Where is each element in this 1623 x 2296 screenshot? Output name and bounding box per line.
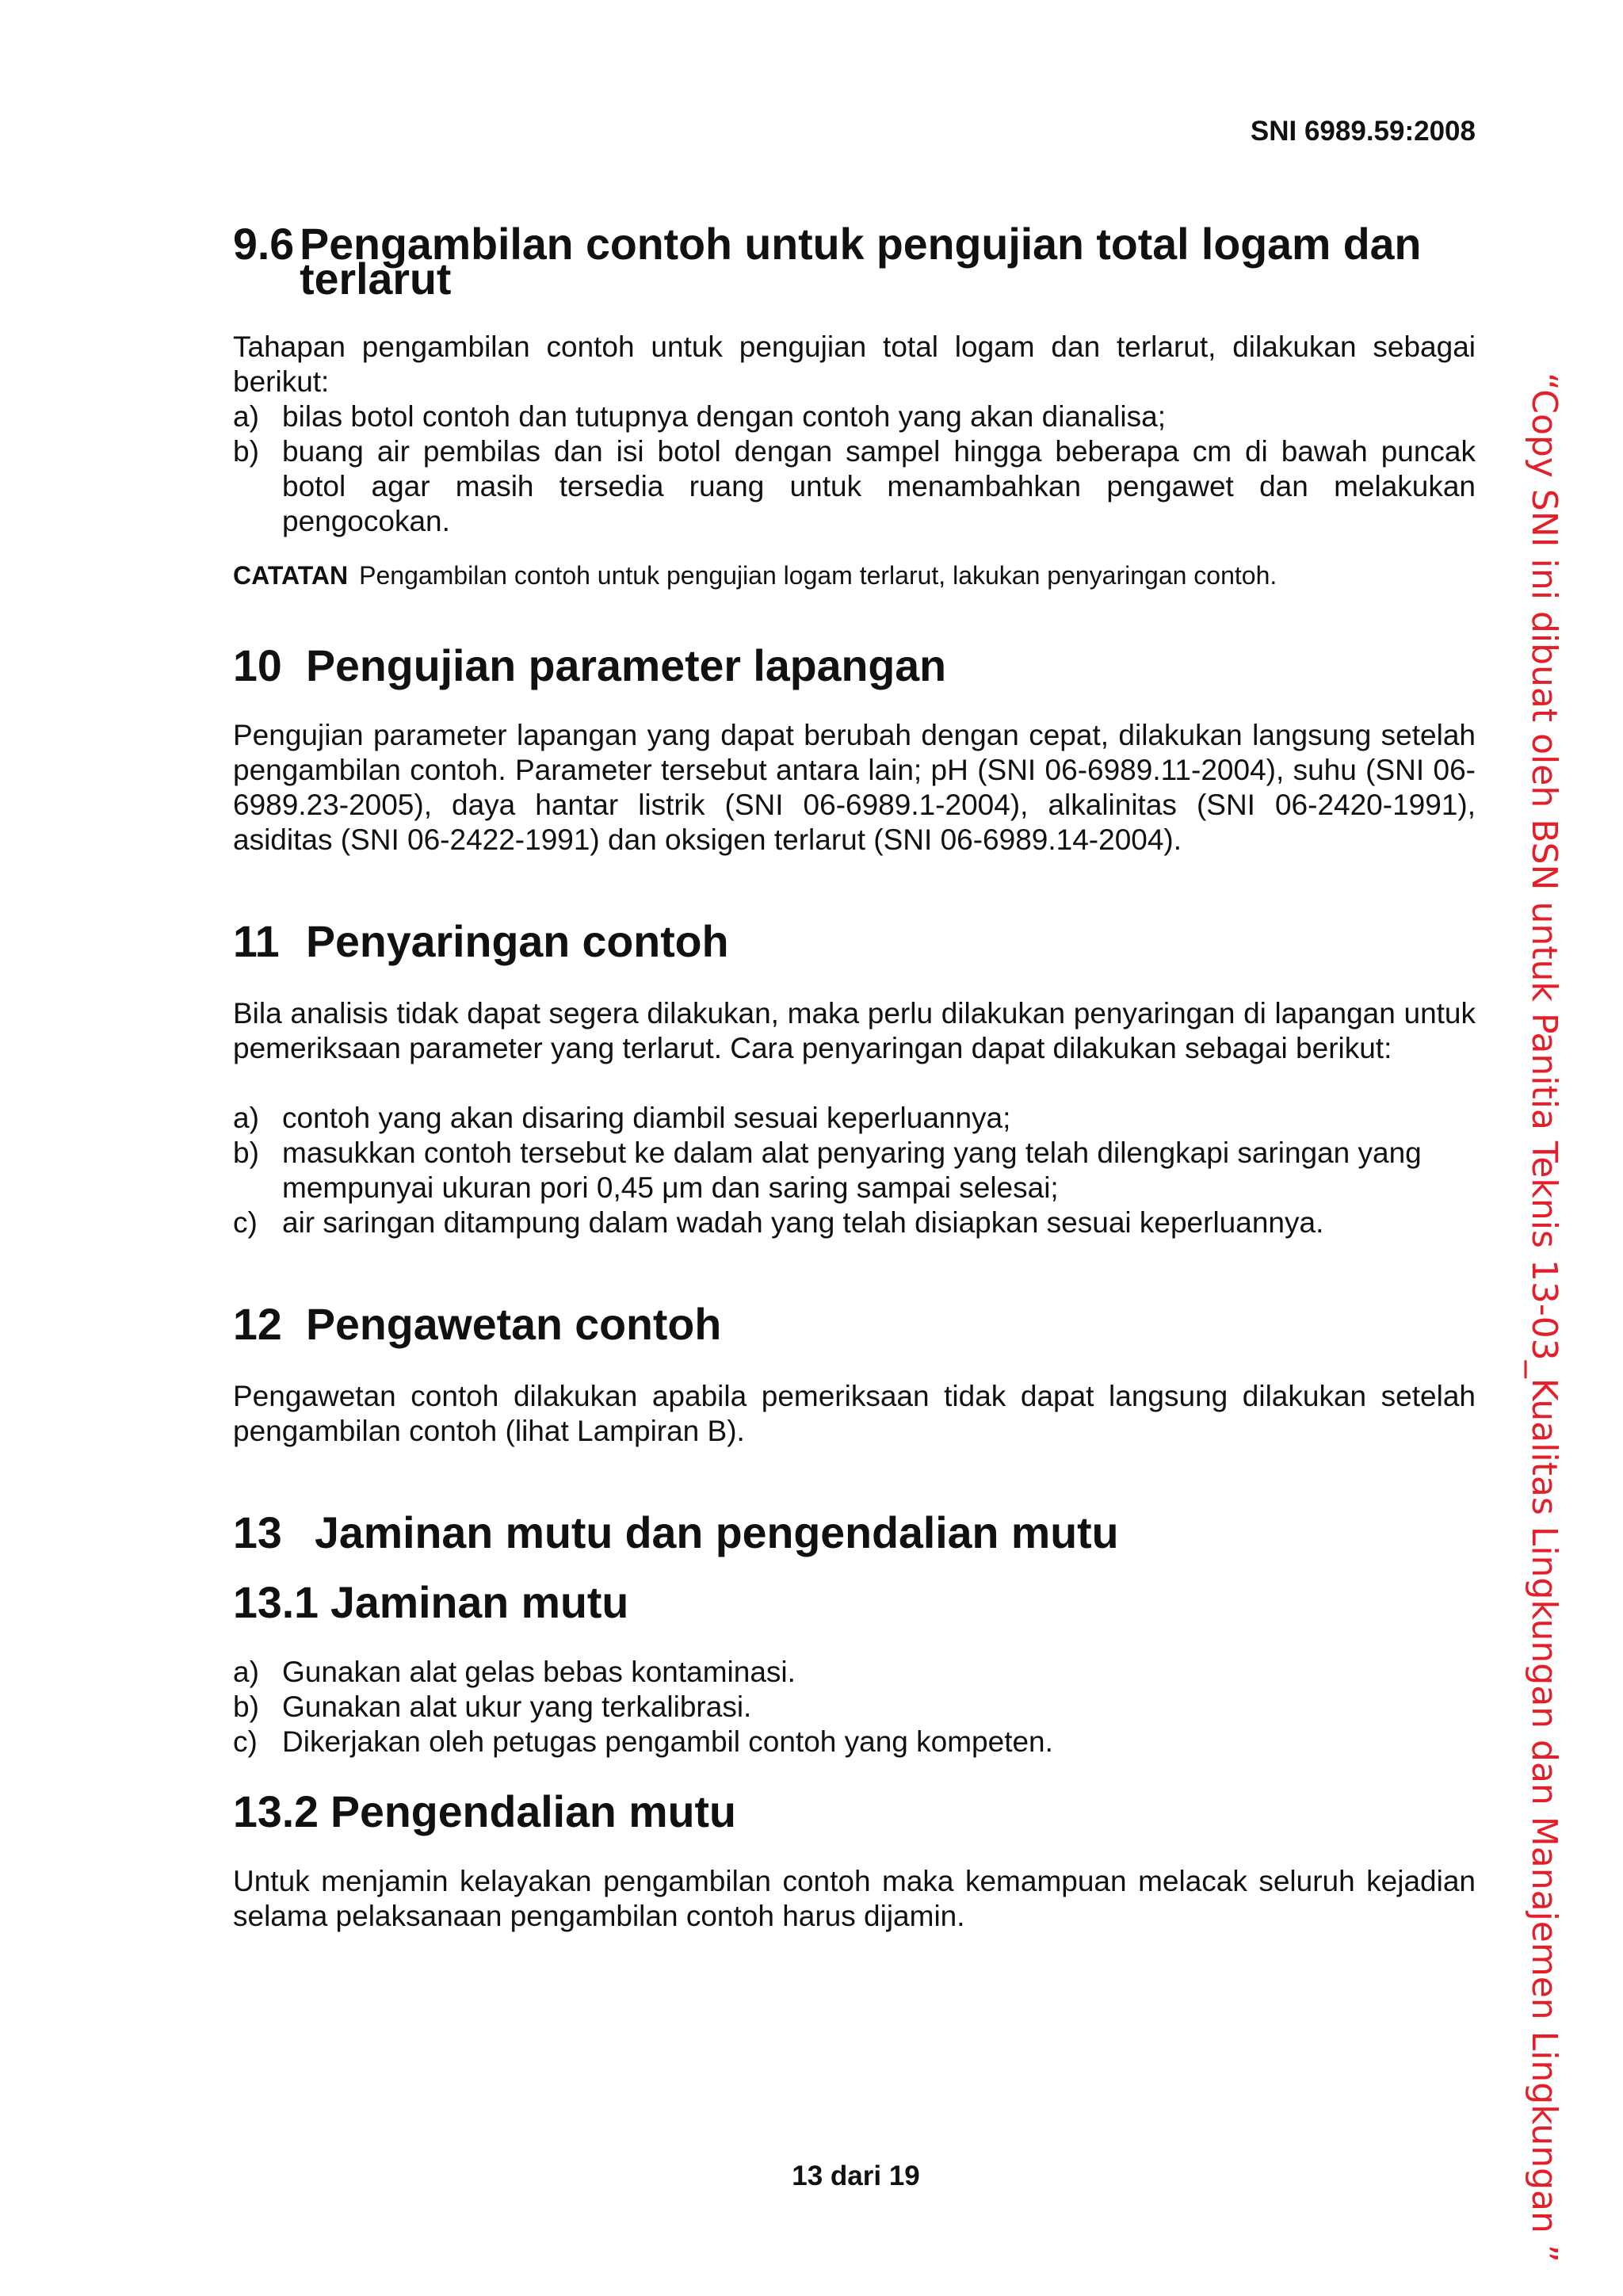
list-item xyxy=(233,1690,1476,1725)
section-title: Jaminan mutu dan pengendalian mutu xyxy=(315,1508,1119,1557)
section-9-6-heading xyxy=(233,220,1476,304)
page-number: 13 dari 19 xyxy=(792,2160,920,2191)
page-content xyxy=(233,220,1476,1934)
section-11-heading xyxy=(233,917,1476,966)
section-title: Jaminan mutu xyxy=(330,1578,629,1627)
note-text: Pengambilan contoh untuk pengujian logam terlarut, lakukan penyaringan contoh. xyxy=(359,561,1277,590)
section-10-heading xyxy=(233,641,1476,690)
list-marker: c) xyxy=(233,1725,258,1758)
section-number: 9.6 xyxy=(233,220,295,269)
list-marker: a) xyxy=(233,400,259,433)
section-11-intro: Bila analisis tidak dapat segera dilakukan, maka perlu dilakukan penyaringan di lapangan untuk pemeriksaan parameter yang terlarut. Cara penyaringan dapat dilakukan sebagai berikut: xyxy=(233,997,1476,1064)
list-item xyxy=(233,1205,1476,1240)
note xyxy=(233,560,1476,591)
section-13-1-list xyxy=(233,1655,1476,1759)
list-item xyxy=(233,399,1476,434)
section-12-heading xyxy=(233,1300,1476,1349)
list-item-text: bilas botol contoh dan tutupnya dengan contoh yang akan dianalisa; xyxy=(282,400,1166,433)
list-marker: b) xyxy=(233,1137,259,1169)
section-11-list xyxy=(233,1101,1476,1240)
section-number: 11 xyxy=(233,917,280,966)
section-12-body: Pengawetan contoh dilakukan apabila pemeriksaan tidak dapat langsung dilakukan setelah pengambilan contoh (lihat Lampiran B). xyxy=(233,1380,1476,1447)
section-13-2-heading xyxy=(233,1787,1476,1836)
document-code: SNI 6989.59:2008 xyxy=(1250,116,1476,147)
section-9-6-intro: Tahapan pengambilan contoh untuk pengujian total logam dan terlarut, dilakukan sebagai berikut: xyxy=(233,330,1476,398)
note-label: CATATAN xyxy=(233,561,349,590)
section-13-1-heading xyxy=(233,1578,1476,1627)
section-title: Penyaringan contoh xyxy=(306,917,729,966)
section-number: 12 xyxy=(233,1300,282,1349)
list-item xyxy=(233,1136,1476,1205)
list-marker: b) xyxy=(233,435,259,468)
list-marker: a) xyxy=(233,1102,259,1134)
list-item-text: Gunakan alat ukur yang terkalibrasi. xyxy=(282,1690,752,1723)
list-item xyxy=(233,1655,1476,1690)
list-item-text: buang air pembilas dan isi botol dengan sampel hingga beberapa cm di bawah puncak botol agar masih tersedia ruang untuk menambahkan pengawet dan melakukan pengocokan. xyxy=(282,435,1476,537)
section-number: 10 xyxy=(233,641,282,690)
list-item-text: Dikerjakan oleh petugas pengambil contoh yang kompeten. xyxy=(282,1725,1053,1758)
section-9-6-list xyxy=(233,399,1476,539)
list-marker: c) xyxy=(233,1206,258,1239)
list-item-text: contoh yang akan disaring diambil sesuai keperluannya; xyxy=(282,1102,1011,1134)
list-item-text: Gunakan alat gelas bebas kontaminasi. xyxy=(282,1656,796,1688)
list-item xyxy=(233,1725,1476,1759)
section-title: Pengendalian mutu xyxy=(330,1787,736,1836)
section-title: Pengawetan contoh xyxy=(306,1300,722,1349)
list-item xyxy=(233,1101,1476,1136)
list-item xyxy=(233,434,1476,539)
section-13-heading xyxy=(233,1508,1476,1557)
section-10-body: Pengujian parameter lapangan yang dapat berubah dengan cepat, dilakukan langsung setelah pengambilan contoh. Parameter tersebut antara lain; pH (SNI 06-6989.11-2004), suhu (SNI 06-6989.23-2005), daya hantar listrik (SNI 06-6989.1-2004), alkalinitas (SNI 06-2420-1991), asiditas (SNI 06-2422-1991) dan oksigen terlarut (SNI 06-6989.14-2004). xyxy=(233,719,1476,856)
section-13-2-body: Untuk menjamin kelayakan pengambilan contoh maka kemampuan melacak seluruh kejadian selama pelaksanaan pengambilan contoh harus dijamin. xyxy=(233,1865,1476,1932)
list-marker: b) xyxy=(233,1690,259,1723)
section-number: 13.2 xyxy=(233,1787,319,1836)
list-marker: a) xyxy=(233,1656,259,1688)
copy-watermark: “Copy SNI ini dibuat oleh BSN untuk Panitia Teknis 13-03_Kualitas Lingkungan dan Manajemen Lingkungan ” xyxy=(1524,372,1564,2263)
section-number: 13.1 xyxy=(233,1578,319,1627)
list-item-text: air saringan ditampung dalam wadah yang telah disiapkan sesuai keperluannya. xyxy=(282,1206,1324,1239)
list-item-text: masukkan contoh tersebut ke dalam alat penyaring yang telah dilengkapi saringan yang mempunyai ukuran pori 0,45 μm dan saring sampai selesai; xyxy=(282,1137,1422,1204)
section-title: Pengambilan contoh untuk pengujian total logam dan terlarut xyxy=(300,220,1422,304)
section-number: 13 xyxy=(233,1508,282,1557)
section-title: Pengujian parameter lapangan xyxy=(306,641,947,690)
